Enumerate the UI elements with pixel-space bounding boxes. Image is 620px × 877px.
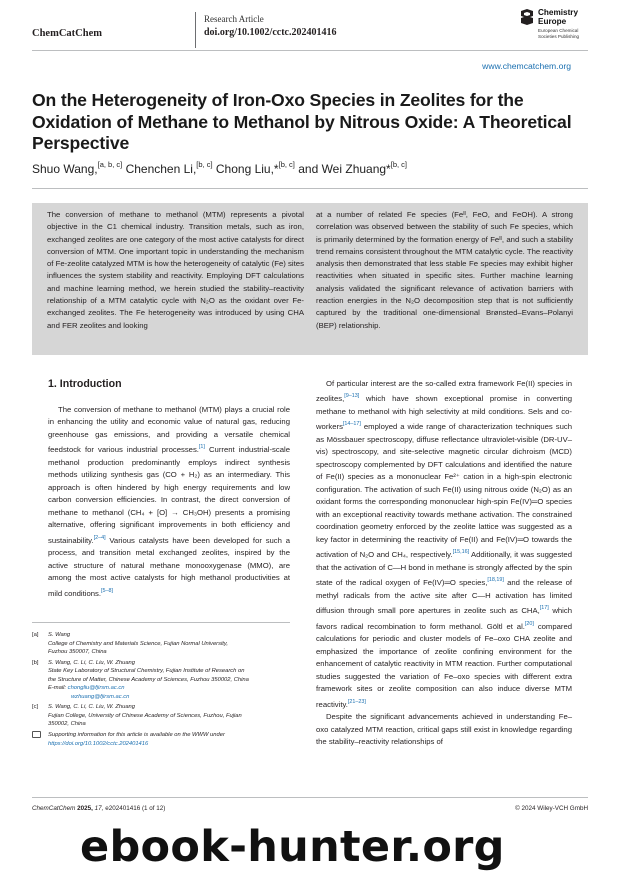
author-name[interactable]: and Wei Zhuang* <box>298 162 391 176</box>
body-column-right <box>316 378 572 749</box>
author-affiliation-ref: [b, c] <box>390 160 407 169</box>
publisher-subtitle: European Chemical Societies Publishing <box>538 28 580 39</box>
paragraph: Of particular interest are the so-called extra framework Fe(II) species in zeolites,[9–13] which have shown exceptional promise in converting methane to methanol with high selectivity at mild conditions. Sels and co-workers[14–17] employed a wide range of characterization techniques such as Mössbauer spectroscopy, diffuse reflectance ultraviolet-visible (DR-UV–vis) spectroscopy, and site-selective magnetic circular dichroism (MCD) spectroscopy complemented by DFT calculations and identified the nature of Fe(II) species as a mononuclear Fe²⁺ cation in a high-spin electronic configuration. The activation of such Fe(II) using nitrous oxide (N₂O) as an oxidant forms the corresponding mononuclear high-spin Fe(IV)═O species with an exceptional reactivity towards methane activation. The constrained coordination geometry enforced by the zeolite lattice was suggested as a key factor in determining the reactivity of Fe(II) and Fe(IV)═O towards the activation of N₂O and CH₄, respectively.[15,16] Additionally, it was suggested that the activation of C—H bond in methane is strongly affected by the spin state of the radical oxygen of Fe(IV)═O species,[18,19] and the release of methyl radicals from the active site after C—H activation has limited diffusion through small pore apertures in zeolite such as CHA,[17] which favors radical recombination to form methanol. Göltl et al.[20] compared calculations for periodic and cluster models of Fe–oxo CHA zeolite and emphasized the importance of zeolite confining environment for the enhancement of catalytic reactivity in MTM reaction. Further computational studies suggested the variation of Fe–oxo species with different extra framework sites or zeolite composition can also induce diverse MTM reactivity.[21–23] <box>316 379 573 709</box>
citation-link[interactable]: [9–13] <box>344 393 360 400</box>
abstract-column-left: The conversion of methane to methanol (MTM) represents a pivotal objective in the C1 chemical industry. Transition metals, such as iron, exchanged zeolites are one category of the most active catalysts for direct conversion of MTM. One important topic in understanding the mechanism of Fe-zeolite catalyzed MTM is how the heterogeneity of catalytic (Fe) sites influences the system stability and reactivity. Employing DFT calculations and machine learning method, we herein studied the stability–reactivity relationship of a MTM catalytic cycle with N₂O as the oxidant over Fe-exchanged zeolites. The Fe heterogeneity was introduced by using CHA and FER zeolites and looking <box>47 210 304 330</box>
citation-link[interactable]: [17] <box>539 605 549 612</box>
footer-copyright: © 2024 Wiley-VCH GmbH <box>515 805 588 812</box>
footer-journal: ChemCatChem <box>32 805 76 812</box>
doi-link[interactable]: doi.org/10.1002/cctc.202401416 <box>204 27 337 38</box>
email-label: E-mail: <box>48 685 67 692</box>
article-type: Research Article <box>204 14 264 24</box>
author-affiliation-ref: [b, c] <box>196 160 213 169</box>
citation-link[interactable]: [15,16] <box>452 549 470 556</box>
affiliation <box>32 703 290 729</box>
header-rule <box>32 50 588 51</box>
author-name[interactable]: Shuo Wang, <box>32 162 98 176</box>
supporting-info-text: Supporting information for this article is available on the WWW under <box>48 732 225 739</box>
affiliation-line: Fuzhou 350007, China <box>48 649 107 656</box>
citation-link[interactable]: [5–8] <box>100 587 113 594</box>
affiliation-rule <box>32 622 290 623</box>
author-name[interactable]: Chenchen Li, <box>125 162 197 176</box>
footer-rule <box>32 797 588 798</box>
affiliation-line: Fujian College, University of Chinese Academy of Sciences, Fuzhou, Fujian <box>48 712 242 719</box>
publisher-title: Chemistry Europe <box>538 8 579 26</box>
affiliation-names: S. Wang <box>48 632 71 638</box>
email-link[interactable]: chongliu@fjirsm.ac.cn <box>67 685 125 692</box>
affiliation-line: the Structure of Matter, Chinese Academy of Sciences, Fuzhou 350002, China <box>48 676 249 683</box>
footer-article-id: e202401416 (1 of 12) <box>105 805 166 812</box>
citation-link[interactable]: [1] <box>198 444 205 451</box>
affiliation-tag: [a] <box>32 632 39 638</box>
affiliation-tag: [c] <box>32 704 39 711</box>
abstract-box <box>32 203 588 355</box>
author-name[interactable]: Chong Liu,* <box>215 162 279 176</box>
supporting-info <box>32 731 290 748</box>
affiliation-names: S. Wang, C. Li, C. Liu, W. Zhuang <box>48 659 135 666</box>
watermark: ebook-hunter.org <box>80 822 505 872</box>
affiliation-names: S. Wang, C. Li, C. Liu, W. Zhuang <box>48 704 135 711</box>
footer-citation <box>32 805 165 812</box>
affiliation <box>32 631 290 657</box>
affiliation-tag: [b] <box>32 659 39 666</box>
citation-link[interactable]: [14–17] <box>342 421 361 428</box>
supporting-info-link[interactable]: https://doi.org/10.1002/cctc.202401416 <box>48 740 149 747</box>
title-rule <box>32 188 588 189</box>
citation-link[interactable]: [20] <box>524 620 534 627</box>
paragraph: Despite the significant advancements achieved in understanding Fe–oxo catalyzed MTM reaction, critical gaps still exist in knowledge regarding the stability–reactivity relationships of <box>316 712 572 747</box>
author-affiliation-ref: [a, b, c] <box>97 160 123 169</box>
affiliation-line: College of Chemistry and Materials Science, Fujian Normal University, <box>48 640 228 647</box>
journal-name: ChemCatChem <box>32 28 102 39</box>
header-divider <box>195 12 196 48</box>
publisher-logo <box>520 8 592 48</box>
citation-link[interactable]: [2–4] <box>93 534 106 541</box>
paragraph: The conversion of methane to methanol (MTM) plays a crucial role in enhancing the utility and economic value of natural gas, reducing greenhouse gas emissions, and providing a versatile chemical feedstock for various industrial processes.[1] Current industrial-scale methanol production predominantly employs indirect synthesis methods utilizing synthesis gas (CO + H₂) as an intermediary. This approach is often hindered by high energy requirements and low carbon conversion efficiencies. In contrast, the direct conversion of methane to methanol (CH₄ + [O] → CH₃OH) presents a promising alternative, offering significant improvements in both efficiency and sustainability.[2–4] Various catalysts have been developed for such a process, and transition metal exchanged zeolites, inspired by the active structure of natural methane monooxygenase (MMO), are among the most active catalysts for high methanol productivities at mild conditions.[5–8] <box>48 405 290 598</box>
email-link[interactable]: wzhuang@fjirsm.ac.cn <box>71 693 130 700</box>
affiliation-line: State Key Laboratory of Structural Chemistry, Fujian Institute of Research on <box>48 668 245 675</box>
chemistry-europe-logo-icon <box>520 9 534 25</box>
footer-volume: 17, <box>94 805 104 812</box>
footer-year: 2025, <box>77 805 93 812</box>
section-heading: 1. Introduction <box>48 378 122 390</box>
citation-link[interactable]: [21–23] <box>347 698 366 705</box>
affiliation-line: 350002, China <box>48 721 86 728</box>
author-list <box>32 160 407 176</box>
author-affiliation-ref: [b, c] <box>278 160 295 169</box>
supporting-info-icon <box>32 731 44 741</box>
article-title: On the Heterogeneity of Iron-Oxo Species in Zeolites for the Oxidation of Methane to Methanol by Nitrous Oxide: A Theoretical Perspective <box>32 90 572 154</box>
body-column-left <box>48 404 290 600</box>
journal-website-link[interactable]: www.chemcatchem.org <box>482 61 571 71</box>
citation-link[interactable]: [18,19] <box>487 577 504 584</box>
affiliation <box>32 659 290 702</box>
abstract-column-right: at a number of related Fe species (Feᴵᴵ, FeO, and FeOH). A strong correlation was observed between the stability of such Fe species, which is primarily determined by the formation energy of Feᴵᴵ, and such a stability trend remains consistent throughout the MTM catalytic cycle. The reactivity analysis then demonstrated that less stable Fe species may exhibit higher reactivities when situated in specific sites. Further machine learning analysis validated the significant relevance of activation barriers with reaction energies in the N₂O decomposition step that is not sufficiently captured by the traditional one-dimensional Brønsted–Evans–Polanyi (BEP) relationship. <box>316 210 573 330</box>
affiliations <box>32 631 290 750</box>
